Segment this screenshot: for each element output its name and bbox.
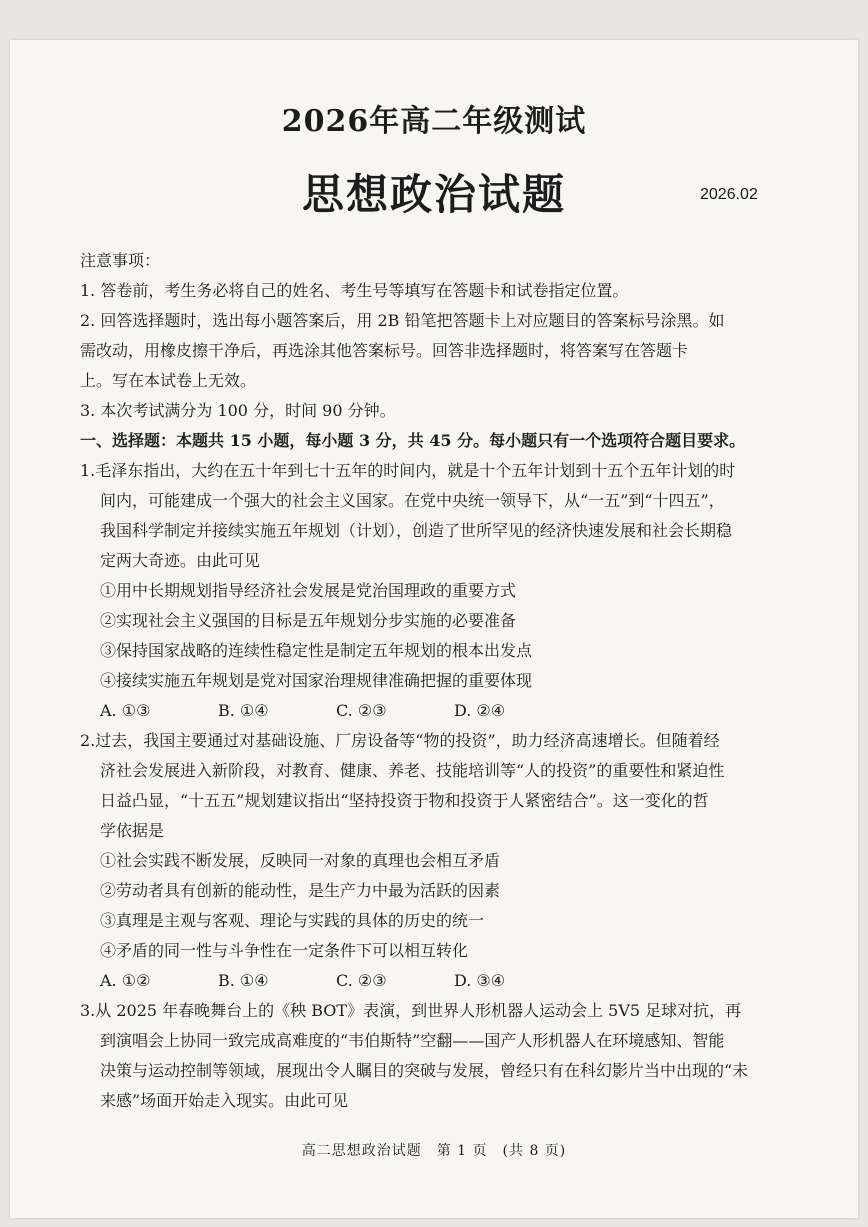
statement: ②劳动者具有创新的能动性，是生产力中最为活跃的因素 — [100, 881, 501, 900]
statement: ①社会实践不断发展，反映同一对象的真理也会相互矛盾 — [100, 851, 501, 870]
answer-choices — [80, 966, 810, 996]
notice-heading: 注意事项： — [80, 251, 161, 270]
choice-a: A. ①② — [100, 971, 151, 990]
statement: ③真理是主观与客观、理论与实践的具体的历史的统一 — [100, 911, 485, 930]
choice-c: C. ②③ — [336, 971, 387, 990]
question-stem-line: 来感”场面开始走入现实。由此可见 — [100, 1091, 349, 1110]
question-1 — [80, 456, 810, 726]
exam-body — [80, 246, 810, 1116]
notice-line: 3. 本次考试满分为 100 分，时间 90 分钟。 — [80, 401, 396, 420]
statement: ②实现社会主义强国的目标是五年规划分步实施的必要准备 — [100, 611, 517, 630]
statement: ③保持国家战略的连续性稳定性是制定五年规划的根本出发点 — [100, 641, 533, 660]
exam-title: 2026年高二年级测试 — [281, 104, 587, 139]
question-stem-line: 决策与运动控制等领域，展现出令人瞩目的突破与发展，曾经只有在科幻影片当中出现的“未 — [100, 1061, 749, 1080]
notice-line: 需改动，用橡皮擦干净后，再选涂其他答案标号。回答非选择题时，将答案写在答题卡 — [80, 341, 689, 360]
choice-a: A. ①③ — [100, 701, 151, 720]
question-stem-line: 3.从 2025 年春晚舞台上的《秧 BOT》表演，到世界人形机器人运动会上 5V5 足球对抗，再 — [80, 1001, 742, 1020]
subject-title: 思想政治试题 — [301, 170, 566, 219]
question-stem-line: 到演唱会上协同一致完成高难度的“韦伯斯特”空翻——国产人形机器人在环境感知、智能 — [100, 1031, 725, 1050]
choice-c: C. ②③ — [336, 701, 387, 720]
section-heading: 一、选择题：本题共 15 小题，每小题 3 分，共 45 分。每小题只有一个选项符合题目要求。 — [80, 431, 746, 450]
statement: ④矛盾的同一性与斗争性在一定条件下可以相互转化 — [100, 941, 469, 960]
question-stem-line: 我国科学制定并接续实施五年规划（计划），创造了世所罕见的经济快速发展和社会长期稳 — [100, 521, 733, 540]
question-stem-line: 间内，可能建成一个强大的社会主义国家。在党中央统一领导下，从“一五”到“十四五”， — [100, 491, 725, 510]
notice-line: 2. 回答选择题时，选出每小题答案后，用 2B 铅笔把答题卡上对应题目的答案标号涂黑。如 — [80, 311, 725, 330]
choice-b: B. ①④ — [218, 971, 269, 990]
question-2 — [80, 726, 810, 996]
question-stem-line: 定两大奇迹。由此可见 — [100, 551, 261, 570]
exam-date: 2026.02 — [700, 186, 758, 203]
page-footer: 高二思想政治试题 第 1 页 (共 8 页) — [301, 1143, 567, 1159]
statement: ④接续实施五年规划是党对国家治理规律准确把握的重要体现 — [100, 671, 533, 690]
question-stem-line: 日益凸显，“十五五”规划建议指出“坚持投资于物和投资于人紧密结合”。这一变化的哲 — [100, 791, 709, 810]
choice-b: B. ①④ — [218, 701, 269, 720]
statement: ①用中长期规划指导经济社会发展是党治国理政的重要方式 — [100, 581, 517, 600]
choice-d: D. ②④ — [454, 701, 506, 720]
choice-d: D. ③④ — [454, 971, 506, 990]
question-stem-line: 2.过去，我国主要通过对基础设施、厂房设备等“物的投资”，助力经济高速增长。但随着经 — [80, 731, 720, 750]
exam-page — [10, 40, 858, 1218]
notice-line: 1. 答卷前，考生务必将自己的姓名、考生号等填写在答题卡和试卷指定位置。 — [80, 281, 629, 300]
question-stem-line: 济社会发展进入新阶段，对教育、健康、养老、技能培训等“人的投资”的重要性和紧迫性 — [100, 761, 725, 780]
question-stem-line: 1.毛泽东指出，大约在五十年到七十五年的时间内，就是十个五年计划到十五个五年计划的时 — [80, 461, 736, 480]
question-3 — [80, 996, 810, 1116]
notice-line: 上。写在本试卷上无效。 — [80, 371, 257, 390]
question-stem-line: 学依据是 — [100, 821, 165, 840]
answer-choices — [80, 696, 810, 726]
